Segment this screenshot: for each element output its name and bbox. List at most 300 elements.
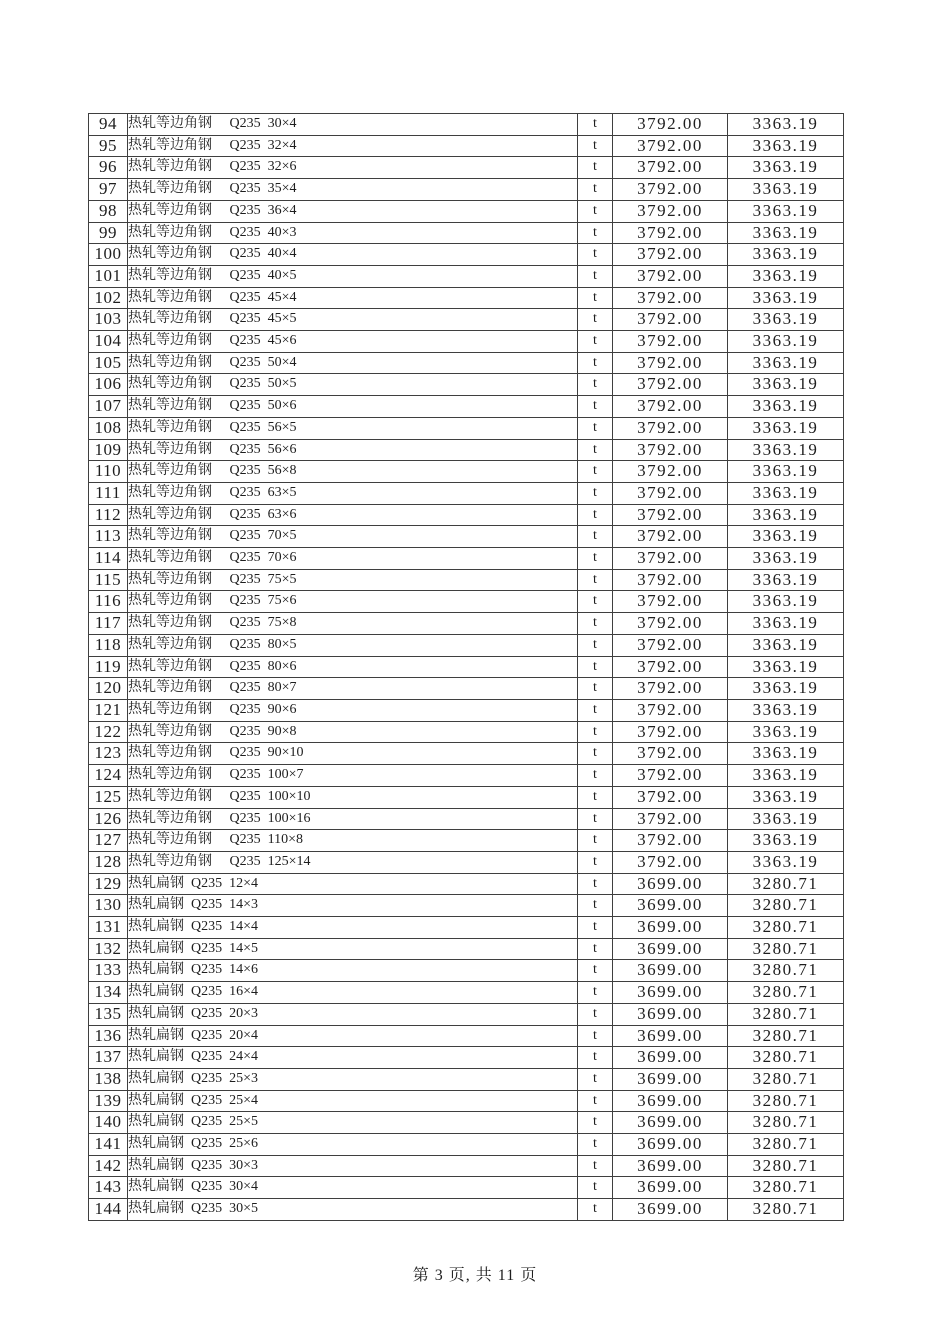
unit-cell: t — [578, 1047, 613, 1069]
description-cell: 热轧等边角钢 Q235 100×10 — [128, 786, 578, 808]
unit-cell: t — [578, 504, 613, 526]
table-row — [89, 656, 844, 678]
table-row — [89, 396, 844, 418]
unit-cell: t — [578, 222, 613, 244]
row-number-cell: 106 — [89, 374, 128, 396]
table-row — [89, 613, 844, 635]
price-cell-1: 3792.00 — [613, 765, 728, 787]
price-cell-1: 3792.00 — [613, 222, 728, 244]
description-cell: 热轧扁钢 Q235 12×4 — [128, 873, 578, 895]
price-cell-2: 3280.71 — [728, 873, 844, 895]
price-cell-2: 3363.19 — [728, 634, 844, 656]
price-cell-2: 3363.19 — [728, 352, 844, 374]
price-cell-2: 3280.71 — [728, 895, 844, 917]
description-cell: 热轧等边角钢 Q235 50×4 — [128, 352, 578, 374]
price-cell-2: 3280.71 — [728, 960, 844, 982]
price-cell-2: 3363.19 — [728, 548, 844, 570]
description-cell: 热轧等边角钢 Q235 63×6 — [128, 504, 578, 526]
description-cell: 热轧等边角钢 Q235 35×4 — [128, 179, 578, 201]
price-cell-2: 3280.71 — [728, 938, 844, 960]
unit-cell: t — [578, 157, 613, 179]
unit-cell: t — [578, 244, 613, 266]
price-cell-1: 3792.00 — [613, 461, 728, 483]
description-cell: 热轧等边角钢 Q235 90×6 — [128, 699, 578, 721]
description-cell: 热轧等边角钢 Q235 40×5 — [128, 265, 578, 287]
row-number-cell: 138 — [89, 1068, 128, 1090]
unit-cell: t — [578, 634, 613, 656]
table-row — [89, 765, 844, 787]
description-cell: 热轧等边角钢 Q235 80×7 — [128, 678, 578, 700]
description-cell: 热轧扁钢 Q235 14×5 — [128, 938, 578, 960]
price-cell-2: 3363.19 — [728, 786, 844, 808]
table-row — [89, 895, 844, 917]
description-cell: 热轧扁钢 Q235 24×4 — [128, 1047, 578, 1069]
table-row — [89, 1134, 844, 1156]
price-cell-1: 3699.00 — [613, 1199, 728, 1221]
price-cell-2: 3280.71 — [728, 1155, 844, 1177]
row-number-cell: 104 — [89, 331, 128, 353]
price-cell-1: 3699.00 — [613, 1155, 728, 1177]
price-cell-2: 3363.19 — [728, 179, 844, 201]
unit-cell: t — [578, 895, 613, 917]
price-cell-2: 3363.19 — [728, 569, 844, 591]
table-row — [89, 504, 844, 526]
price-cell-1: 3792.00 — [613, 135, 728, 157]
price-cell-1: 3792.00 — [613, 504, 728, 526]
description-cell: 热轧等边角钢 Q235 110×8 — [128, 830, 578, 852]
row-number-cell: 140 — [89, 1112, 128, 1134]
table-row — [89, 591, 844, 613]
unit-cell: t — [578, 1177, 613, 1199]
price-cell-2: 3280.71 — [728, 1047, 844, 1069]
price-cell-1: 3792.00 — [613, 374, 728, 396]
price-cell-1: 3792.00 — [613, 396, 728, 418]
unit-cell: t — [578, 396, 613, 418]
unit-cell: t — [578, 982, 613, 1004]
description-cell: 热轧等边角钢 Q235 90×10 — [128, 743, 578, 765]
description-cell: 热轧扁钢 Q235 25×3 — [128, 1068, 578, 1090]
price-cell-1: 3792.00 — [613, 721, 728, 743]
price-cell-2: 3280.71 — [728, 1177, 844, 1199]
row-number-cell: 134 — [89, 982, 128, 1004]
description-cell: 热轧等边角钢 Q235 40×4 — [128, 244, 578, 266]
description-cell: 热轧扁钢 Q235 25×4 — [128, 1090, 578, 1112]
description-cell: 热轧等边角钢 Q235 32×6 — [128, 157, 578, 179]
row-number-cell: 100 — [89, 244, 128, 266]
table-row — [89, 830, 844, 852]
price-cell-2: 3363.19 — [728, 396, 844, 418]
unit-cell: t — [578, 439, 613, 461]
price-cell-1: 3699.00 — [613, 1003, 728, 1025]
unit-cell: t — [578, 591, 613, 613]
price-cell-2: 3363.19 — [728, 331, 844, 353]
price-cell-2: 3363.19 — [728, 504, 844, 526]
row-number-cell: 94 — [89, 114, 128, 136]
price-cell-1: 3699.00 — [613, 1134, 728, 1156]
price-cell-2: 3280.71 — [728, 1003, 844, 1025]
description-cell: 热轧等边角钢 Q235 50×5 — [128, 374, 578, 396]
price-cell-1: 3792.00 — [613, 439, 728, 461]
description-cell: 热轧等边角钢 Q235 70×5 — [128, 526, 578, 548]
price-cell-1: 3792.00 — [613, 157, 728, 179]
price-table — [88, 113, 844, 1221]
price-cell-1: 3792.00 — [613, 548, 728, 570]
price-cell-1: 3792.00 — [613, 808, 728, 830]
table-row — [89, 1003, 844, 1025]
price-cell-2: 3363.19 — [728, 287, 844, 309]
table-row — [89, 482, 844, 504]
table-row — [89, 786, 844, 808]
table-row — [89, 1112, 844, 1134]
unit-cell: t — [578, 830, 613, 852]
price-cell-1: 3699.00 — [613, 1047, 728, 1069]
price-cell-1: 3792.00 — [613, 569, 728, 591]
price-cell-2: 3280.71 — [728, 982, 844, 1004]
unit-cell: t — [578, 699, 613, 721]
row-number-cell: 115 — [89, 569, 128, 591]
unit-cell: t — [578, 309, 613, 331]
description-cell: 热轧等边角钢 Q235 45×5 — [128, 309, 578, 331]
description-cell: 热轧等边角钢 Q235 30×4 — [128, 114, 578, 136]
row-number-cell: 129 — [89, 873, 128, 895]
table-row — [89, 222, 844, 244]
description-cell: 热轧等边角钢 Q235 75×8 — [128, 613, 578, 635]
price-cell-2: 3363.19 — [728, 743, 844, 765]
description-cell: 热轧等边角钢 Q235 45×6 — [128, 331, 578, 353]
table-row — [89, 417, 844, 439]
price-cell-1: 3699.00 — [613, 1068, 728, 1090]
table-row — [89, 634, 844, 656]
unit-cell: t — [578, 548, 613, 570]
unit-cell: t — [578, 743, 613, 765]
unit-cell: t — [578, 200, 613, 222]
row-number-cell: 97 — [89, 179, 128, 201]
table-row — [89, 917, 844, 939]
price-cell-2: 3363.19 — [728, 808, 844, 830]
price-cell-1: 3699.00 — [613, 960, 728, 982]
price-cell-2: 3363.19 — [728, 591, 844, 613]
unit-cell: t — [578, 265, 613, 287]
unit-cell: t — [578, 938, 613, 960]
description-cell: 热轧等边角钢 Q235 80×6 — [128, 656, 578, 678]
row-number-cell: 114 — [89, 548, 128, 570]
row-number-cell: 107 — [89, 396, 128, 418]
row-number-cell: 143 — [89, 1177, 128, 1199]
description-cell: 热轧等边角钢 Q235 36×4 — [128, 200, 578, 222]
description-cell: 热轧等边角钢 Q235 75×5 — [128, 569, 578, 591]
price-cell-1: 3792.00 — [613, 591, 728, 613]
price-cell-2: 3363.19 — [728, 200, 844, 222]
price-cell-1: 3792.00 — [613, 613, 728, 635]
price-cell-1: 3792.00 — [613, 482, 728, 504]
description-cell: 热轧扁钢 Q235 14×4 — [128, 917, 578, 939]
row-number-cell: 142 — [89, 1155, 128, 1177]
price-cell-2: 3363.19 — [728, 656, 844, 678]
table-row — [89, 1155, 844, 1177]
unit-cell: t — [578, 287, 613, 309]
row-number-cell: 128 — [89, 851, 128, 873]
row-number-cell: 136 — [89, 1025, 128, 1047]
description-cell: 热轧等边角钢 Q235 125×14 — [128, 851, 578, 873]
price-cell-2: 3363.19 — [728, 135, 844, 157]
unit-cell: t — [578, 721, 613, 743]
table-row — [89, 309, 844, 331]
price-cell-2: 3280.71 — [728, 1199, 844, 1221]
price-cell-1: 3792.00 — [613, 743, 728, 765]
unit-cell: t — [578, 765, 613, 787]
row-number-cell: 108 — [89, 417, 128, 439]
description-cell: 热轧等边角钢 Q235 56×5 — [128, 417, 578, 439]
unit-cell: t — [578, 1155, 613, 1177]
row-number-cell: 111 — [89, 482, 128, 504]
table-row — [89, 1047, 844, 1069]
row-number-cell: 98 — [89, 200, 128, 222]
table-row — [89, 439, 844, 461]
price-table-body — [89, 114, 844, 1221]
unit-cell: t — [578, 851, 613, 873]
price-cell-2: 3363.19 — [728, 244, 844, 266]
table-row — [89, 548, 844, 570]
price-cell-1: 3792.00 — [613, 309, 728, 331]
price-cell-2: 3363.19 — [728, 678, 844, 700]
unit-cell: t — [578, 1068, 613, 1090]
description-cell: 热轧等边角钢 Q235 32×4 — [128, 135, 578, 157]
unit-cell: t — [578, 569, 613, 591]
price-cell-1: 3792.00 — [613, 287, 728, 309]
unit-cell: t — [578, 917, 613, 939]
description-cell: 热轧扁钢 Q235 20×4 — [128, 1025, 578, 1047]
price-cell-1: 3699.00 — [613, 1090, 728, 1112]
row-number-cell: 113 — [89, 526, 128, 548]
row-number-cell: 101 — [89, 265, 128, 287]
price-cell-1: 3792.00 — [613, 265, 728, 287]
table-row — [89, 244, 844, 266]
unit-cell: t — [578, 482, 613, 504]
row-number-cell: 112 — [89, 504, 128, 526]
price-cell-1: 3699.00 — [613, 895, 728, 917]
price-cell-1: 3792.00 — [613, 526, 728, 548]
price-cell-2: 3363.19 — [728, 482, 844, 504]
row-number-cell: 123 — [89, 743, 128, 765]
price-cell-2: 3363.19 — [728, 157, 844, 179]
price-cell-2: 3363.19 — [728, 526, 844, 548]
price-cell-1: 3792.00 — [613, 786, 728, 808]
table-row — [89, 851, 844, 873]
price-cell-2: 3363.19 — [728, 265, 844, 287]
description-cell: 热轧等边角钢 Q235 56×8 — [128, 461, 578, 483]
row-number-cell: 125 — [89, 786, 128, 808]
row-number-cell: 105 — [89, 352, 128, 374]
description-cell: 热轧扁钢 Q235 25×5 — [128, 1112, 578, 1134]
row-number-cell: 117 — [89, 613, 128, 635]
table-row — [89, 114, 844, 136]
table-row — [89, 808, 844, 830]
price-cell-2: 3363.19 — [728, 699, 844, 721]
row-number-cell: 139 — [89, 1090, 128, 1112]
row-number-cell: 130 — [89, 895, 128, 917]
description-cell: 热轧等边角钢 Q235 70×6 — [128, 548, 578, 570]
table-row — [89, 1025, 844, 1047]
row-number-cell: 119 — [89, 656, 128, 678]
row-number-cell: 141 — [89, 1134, 128, 1156]
price-cell-1: 3792.00 — [613, 678, 728, 700]
description-cell: 热轧等边角钢 Q235 50×6 — [128, 396, 578, 418]
row-number-cell: 110 — [89, 461, 128, 483]
description-cell: 热轧扁钢 Q235 30×5 — [128, 1199, 578, 1221]
unit-cell: t — [578, 656, 613, 678]
row-number-cell: 124 — [89, 765, 128, 787]
table-row — [89, 699, 844, 721]
price-cell-2: 3363.19 — [728, 765, 844, 787]
unit-cell: t — [578, 352, 613, 374]
price-cell-1: 3792.00 — [613, 200, 728, 222]
table-row — [89, 678, 844, 700]
table-row — [89, 1199, 844, 1221]
price-cell-1: 3699.00 — [613, 938, 728, 960]
description-cell: 热轧等边角钢 Q235 75×6 — [128, 591, 578, 613]
table-row — [89, 938, 844, 960]
price-cell-1: 3792.00 — [613, 417, 728, 439]
description-cell: 热轧扁钢 Q235 20×3 — [128, 1003, 578, 1025]
unit-cell: t — [578, 613, 613, 635]
price-cell-2: 3363.19 — [728, 417, 844, 439]
unit-cell: t — [578, 1199, 613, 1221]
unit-cell: t — [578, 873, 613, 895]
table-row — [89, 960, 844, 982]
unit-cell: t — [578, 179, 613, 201]
price-cell-2: 3363.19 — [728, 309, 844, 331]
price-cell-1: 3699.00 — [613, 1112, 728, 1134]
price-cell-1: 3699.00 — [613, 982, 728, 1004]
unit-cell: t — [578, 1003, 613, 1025]
description-cell: 热轧扁钢 Q235 30×3 — [128, 1155, 578, 1177]
unit-cell: t — [578, 526, 613, 548]
table-row — [89, 352, 844, 374]
table-row — [89, 526, 844, 548]
description-cell: 热轧等边角钢 Q235 45×4 — [128, 287, 578, 309]
price-cell-2: 3280.71 — [728, 1068, 844, 1090]
row-number-cell: 122 — [89, 721, 128, 743]
table-row — [89, 873, 844, 895]
price-cell-1: 3792.00 — [613, 656, 728, 678]
table-row — [89, 982, 844, 1004]
row-number-cell: 96 — [89, 157, 128, 179]
description-cell: 热轧等边角钢 Q235 90×8 — [128, 721, 578, 743]
row-number-cell: 137 — [89, 1047, 128, 1069]
price-cell-2: 3363.19 — [728, 721, 844, 743]
description-cell: 热轧等边角钢 Q235 100×7 — [128, 765, 578, 787]
price-cell-1: 3792.00 — [613, 114, 728, 136]
row-number-cell: 121 — [89, 699, 128, 721]
unit-cell: t — [578, 808, 613, 830]
unit-cell: t — [578, 1025, 613, 1047]
row-number-cell: 131 — [89, 917, 128, 939]
table-row — [89, 265, 844, 287]
price-cell-1: 3792.00 — [613, 830, 728, 852]
unit-cell: t — [578, 1134, 613, 1156]
price-cell-1: 3792.00 — [613, 179, 728, 201]
row-number-cell: 95 — [89, 135, 128, 157]
table-row — [89, 743, 844, 765]
table-row — [89, 461, 844, 483]
description-cell: 热轧等边角钢 Q235 40×3 — [128, 222, 578, 244]
table-row — [89, 1090, 844, 1112]
row-number-cell: 132 — [89, 938, 128, 960]
row-number-cell: 120 — [89, 678, 128, 700]
price-cell-2: 3280.71 — [728, 1134, 844, 1156]
price-cell-1: 3699.00 — [613, 1177, 728, 1199]
table-row — [89, 1068, 844, 1090]
price-cell-2: 3280.71 — [728, 1090, 844, 1112]
price-cell-2: 3280.71 — [728, 917, 844, 939]
unit-cell: t — [578, 417, 613, 439]
price-cell-2: 3280.71 — [728, 1112, 844, 1134]
row-number-cell: 135 — [89, 1003, 128, 1025]
row-number-cell: 109 — [89, 439, 128, 461]
table-row — [89, 179, 844, 201]
price-cell-2: 3363.19 — [728, 830, 844, 852]
price-cell-2: 3363.19 — [728, 851, 844, 873]
description-cell: 热轧等边角钢 Q235 100×16 — [128, 808, 578, 830]
price-cell-1: 3792.00 — [613, 851, 728, 873]
price-cell-1: 3792.00 — [613, 331, 728, 353]
price-cell-1: 3699.00 — [613, 1025, 728, 1047]
unit-cell: t — [578, 135, 613, 157]
table-row — [89, 157, 844, 179]
price-cell-2: 3363.19 — [728, 222, 844, 244]
price-cell-1: 3792.00 — [613, 634, 728, 656]
price-cell-1: 3792.00 — [613, 352, 728, 374]
price-cell-2: 3363.19 — [728, 461, 844, 483]
description-cell: 热轧扁钢 Q235 25×6 — [128, 1134, 578, 1156]
unit-cell: t — [578, 114, 613, 136]
table-row — [89, 721, 844, 743]
page-indicator: 第 3 页, 共 11 页 — [412, 1267, 538, 1284]
table-row — [89, 287, 844, 309]
unit-cell: t — [578, 331, 613, 353]
price-cell-1: 3792.00 — [613, 699, 728, 721]
unit-cell: t — [578, 1090, 613, 1112]
unit-cell: t — [578, 786, 613, 808]
row-number-cell: 118 — [89, 634, 128, 656]
price-cell-2: 3363.19 — [728, 439, 844, 461]
unit-cell: t — [578, 461, 613, 483]
page-footer — [0, 1262, 950, 1285]
row-number-cell: 144 — [89, 1199, 128, 1221]
row-number-cell: 133 — [89, 960, 128, 982]
row-number-cell: 127 — [89, 830, 128, 852]
description-cell: 热轧扁钢 Q235 14×6 — [128, 960, 578, 982]
price-cell-2: 3363.19 — [728, 114, 844, 136]
unit-cell: t — [578, 1112, 613, 1134]
description-cell: 热轧扁钢 Q235 14×3 — [128, 895, 578, 917]
price-cell-2: 3363.19 — [728, 374, 844, 396]
description-cell: 热轧扁钢 Q235 30×4 — [128, 1177, 578, 1199]
row-number-cell: 116 — [89, 591, 128, 613]
description-cell: 热轧等边角钢 Q235 80×5 — [128, 634, 578, 656]
table-row — [89, 569, 844, 591]
table-row — [89, 331, 844, 353]
row-number-cell: 126 — [89, 808, 128, 830]
price-cell-1: 3792.00 — [613, 244, 728, 266]
price-cell-2: 3280.71 — [728, 1025, 844, 1047]
price-cell-2: 3363.19 — [728, 613, 844, 635]
row-number-cell: 99 — [89, 222, 128, 244]
table-row — [89, 374, 844, 396]
description-cell: 热轧扁钢 Q235 16×4 — [128, 982, 578, 1004]
description-cell: 热轧等边角钢 Q235 63×5 — [128, 482, 578, 504]
table-row — [89, 200, 844, 222]
